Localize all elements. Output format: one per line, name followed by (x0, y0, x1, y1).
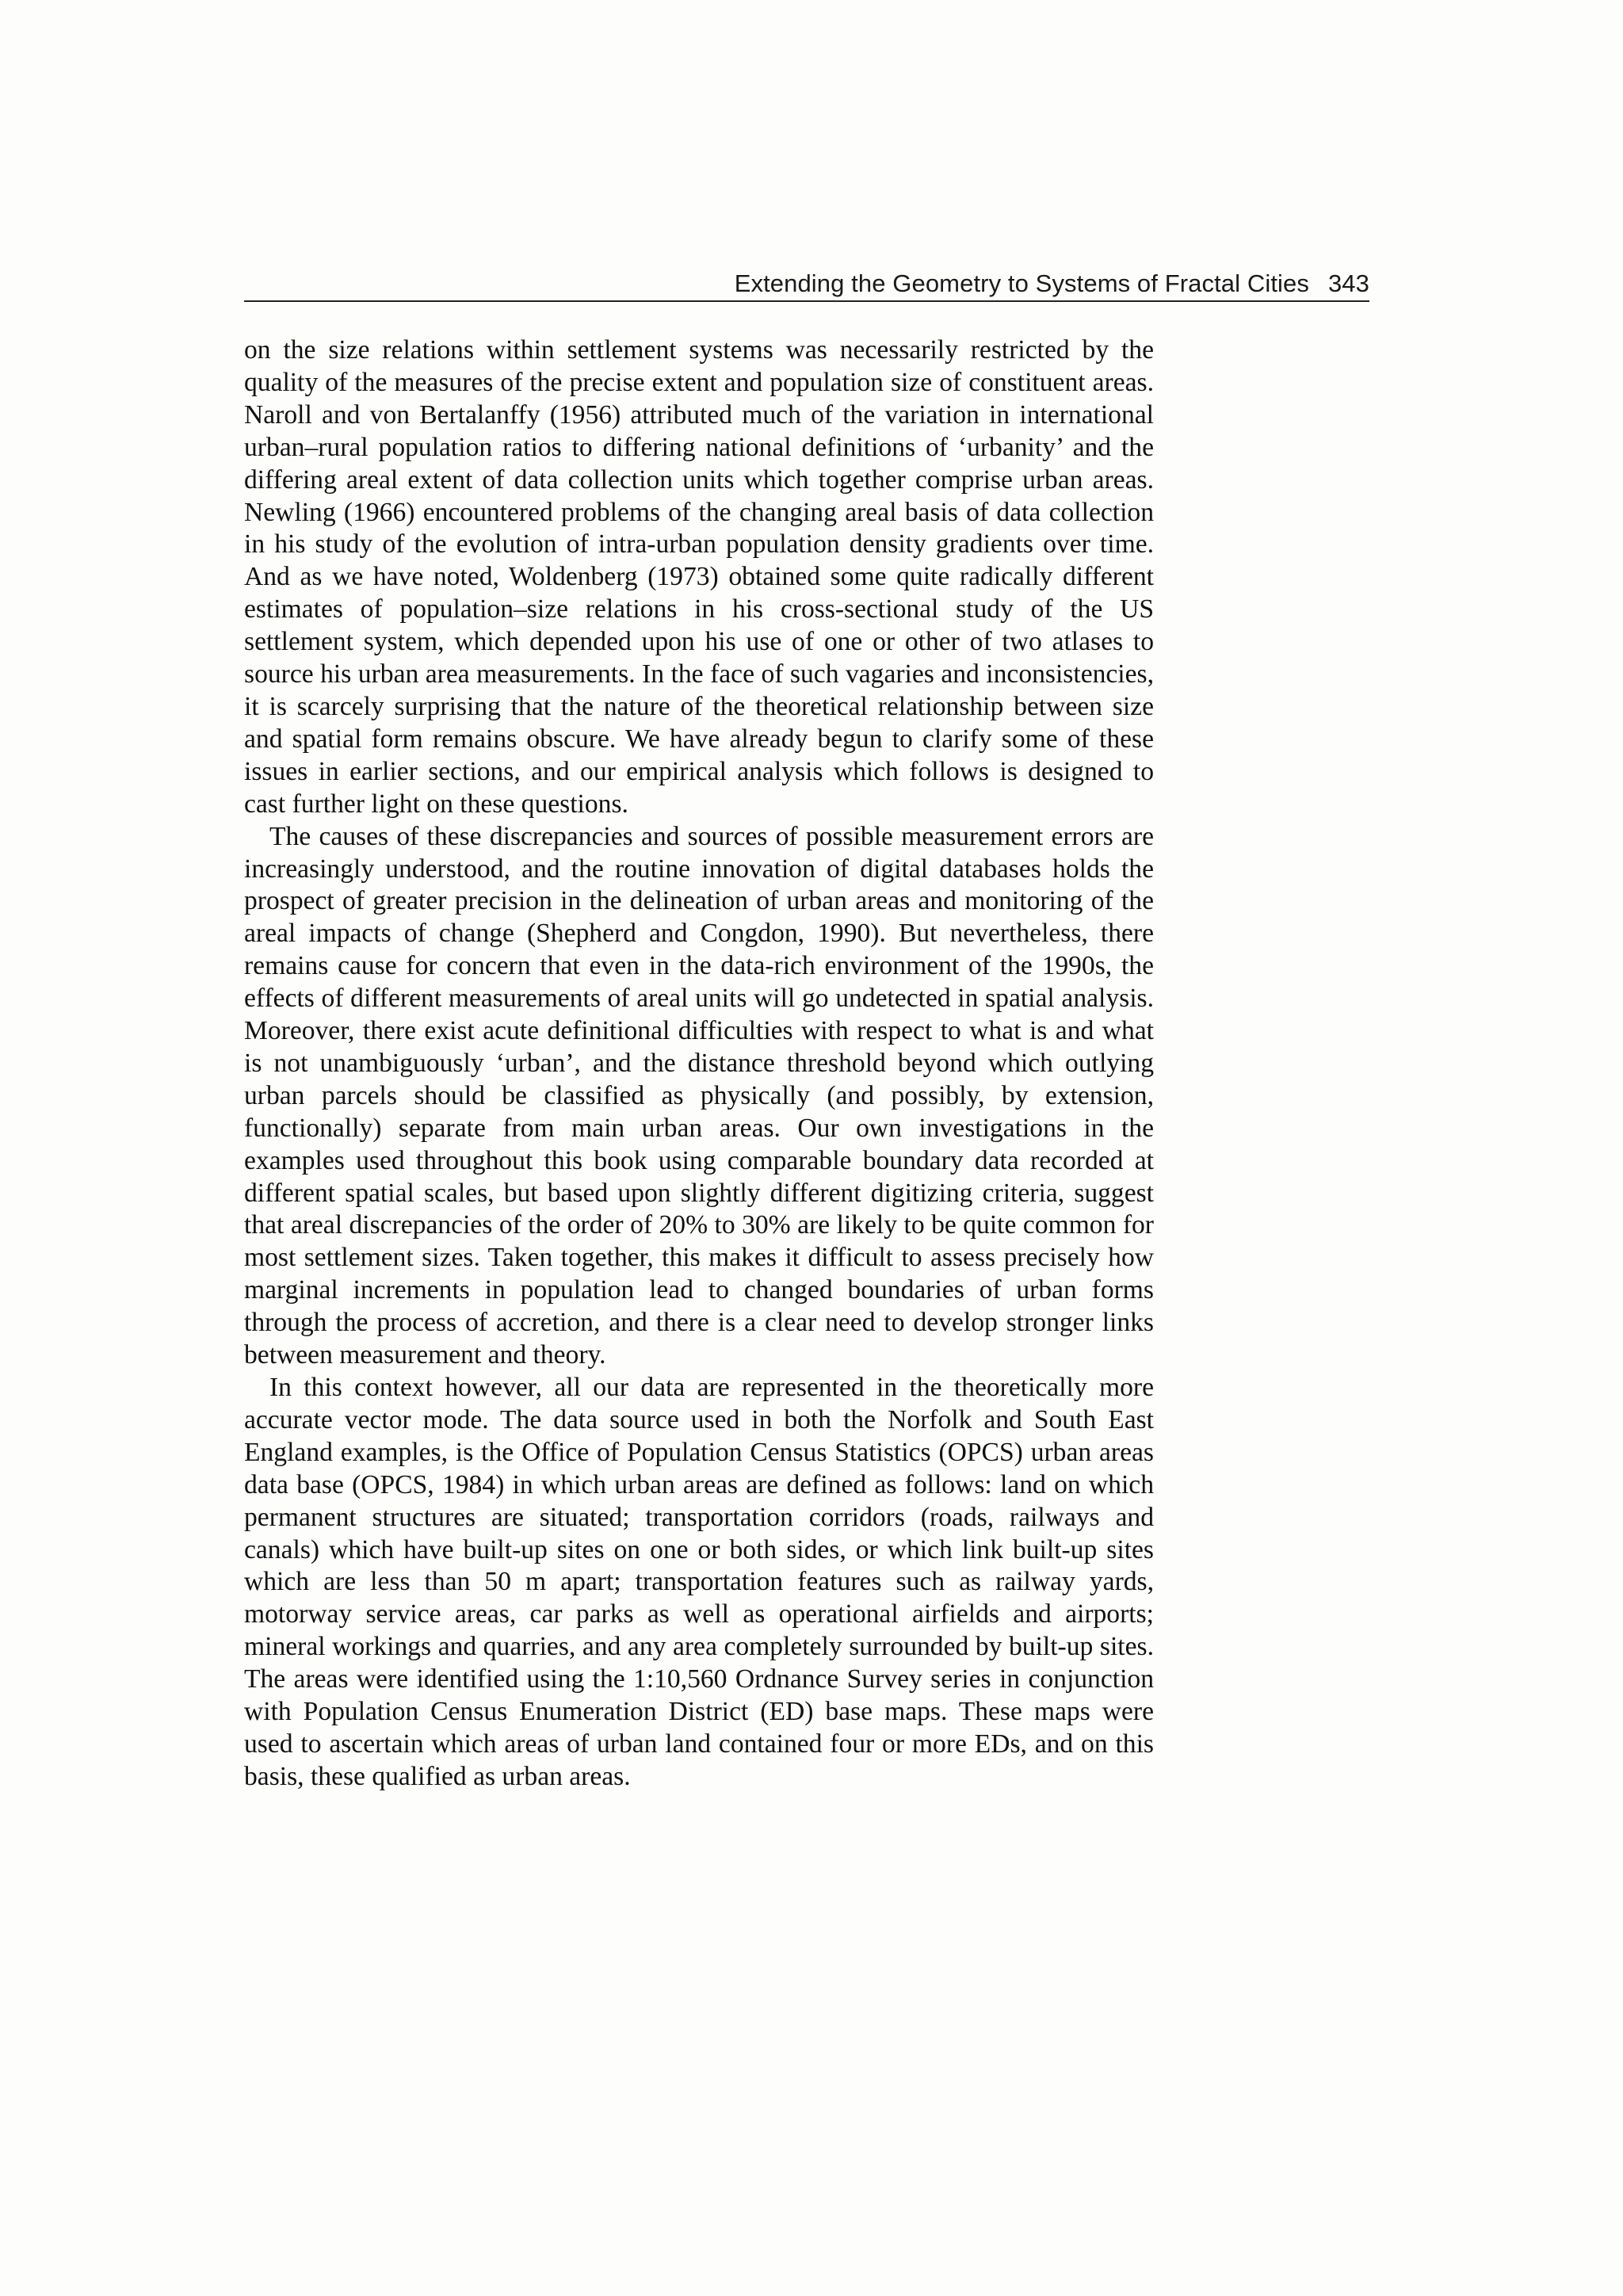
running-title: Extending the Geometry to Systems of Fractal Cities (734, 269, 1309, 297)
header-rule (244, 300, 1369, 302)
body-text (244, 334, 1154, 1794)
running-head (244, 255, 1369, 298)
page-number: 343 (1327, 269, 1369, 297)
paragraph: on the size relations within settlement systems was necessarily restricted by the quality of the measures of the precise extent and population size of constituent areas. Naroll and von Bertalanffy (1956) attributed much of the variation in international urban–rural population ratios to differing national definitions of ‘urbanity’ and the differing areal extent of data collection units which together comprise urban areas. Newling (1966) encountered problems of the changing areal basis of data collection in his study of the evolution of intra-urban population density gradients over time. And as we have noted, Woldenberg (1973) obtained some quite radically different estimates of population–size relations in his cross-sectional study of the US settlement system, which depended upon his use of one or other of two atlases to source his urban area measurements. In the face of such vagaries and inconsistencies, it is scarcely surprising that the nature of the theoretical relationship between size and spatial form remains obscure. We have already begun to clarify some of these issues in earlier sections, and our empirical analysis which follows is designed to cast further light on these questions. (244, 335, 1154, 819)
paragraph: In this context however, all our data are represented in the theoretically more accurate vector mode. The data source used in both the Norfolk and South East England examples, is the Office of Population Census Statistics (OPCS) urban areas data base (OPCS, 1984) in which urban areas are defined as follows: land on which permanent structures are situated; transportation corridors (roads, railways and canals) which have built-up sites on one or both sides, or which link built-up sites which are less than 50 m apart; transportation features such as railway yards, motorway service areas, car parks as well as operational airfields and airports; mineral workings and quarries, and any area completely surrounded by built-up sites. The areas were identified using the 1:10,560 Ordnance Survey series in conjunction with Population Census Enumeration District (ED) base maps. These maps were used to ascertain which areas of urban land contained four or more EDs, and on this basis, these qualified as urban areas. (244, 1373, 1154, 1791)
paragraph: The causes of these discrepancies and sources of possible measurement errors are increasingly understood, and the routine innovation of digital databases holds the prospect of greater precision in the delineation of urban areas and monitoring of the areal impacts of change (Shepherd and Congdon, 1990). But nevertheless, there remains cause for concern that even in the data-rich environment of the 1990s, the effects of different measurements of areal units will go undetected in spatial analysis. Moreover, there exist acute definitional difficulties with respect to what is and what is not unambiguously ‘urban’, and the distance threshold beyond which outlying urban parcels should be classified as physically (and possibly, by extension, functionally) separate from main urban areas. Our own investigations in the examples used throughout this book using comparable boundary data recorded at different spatial scales, but based upon slightly different digitizing criteria, suggest that areal discrepancies of the order of 20% to 30% are likely to be quite common for most settlement sizes. Taken together, this makes it difficult to assess precisely how marginal increments in population lead to changed boundaries of urban forms through the process of accretion, and there is a clear need to develop stronger links between measurement and theory. (244, 821, 1154, 1370)
